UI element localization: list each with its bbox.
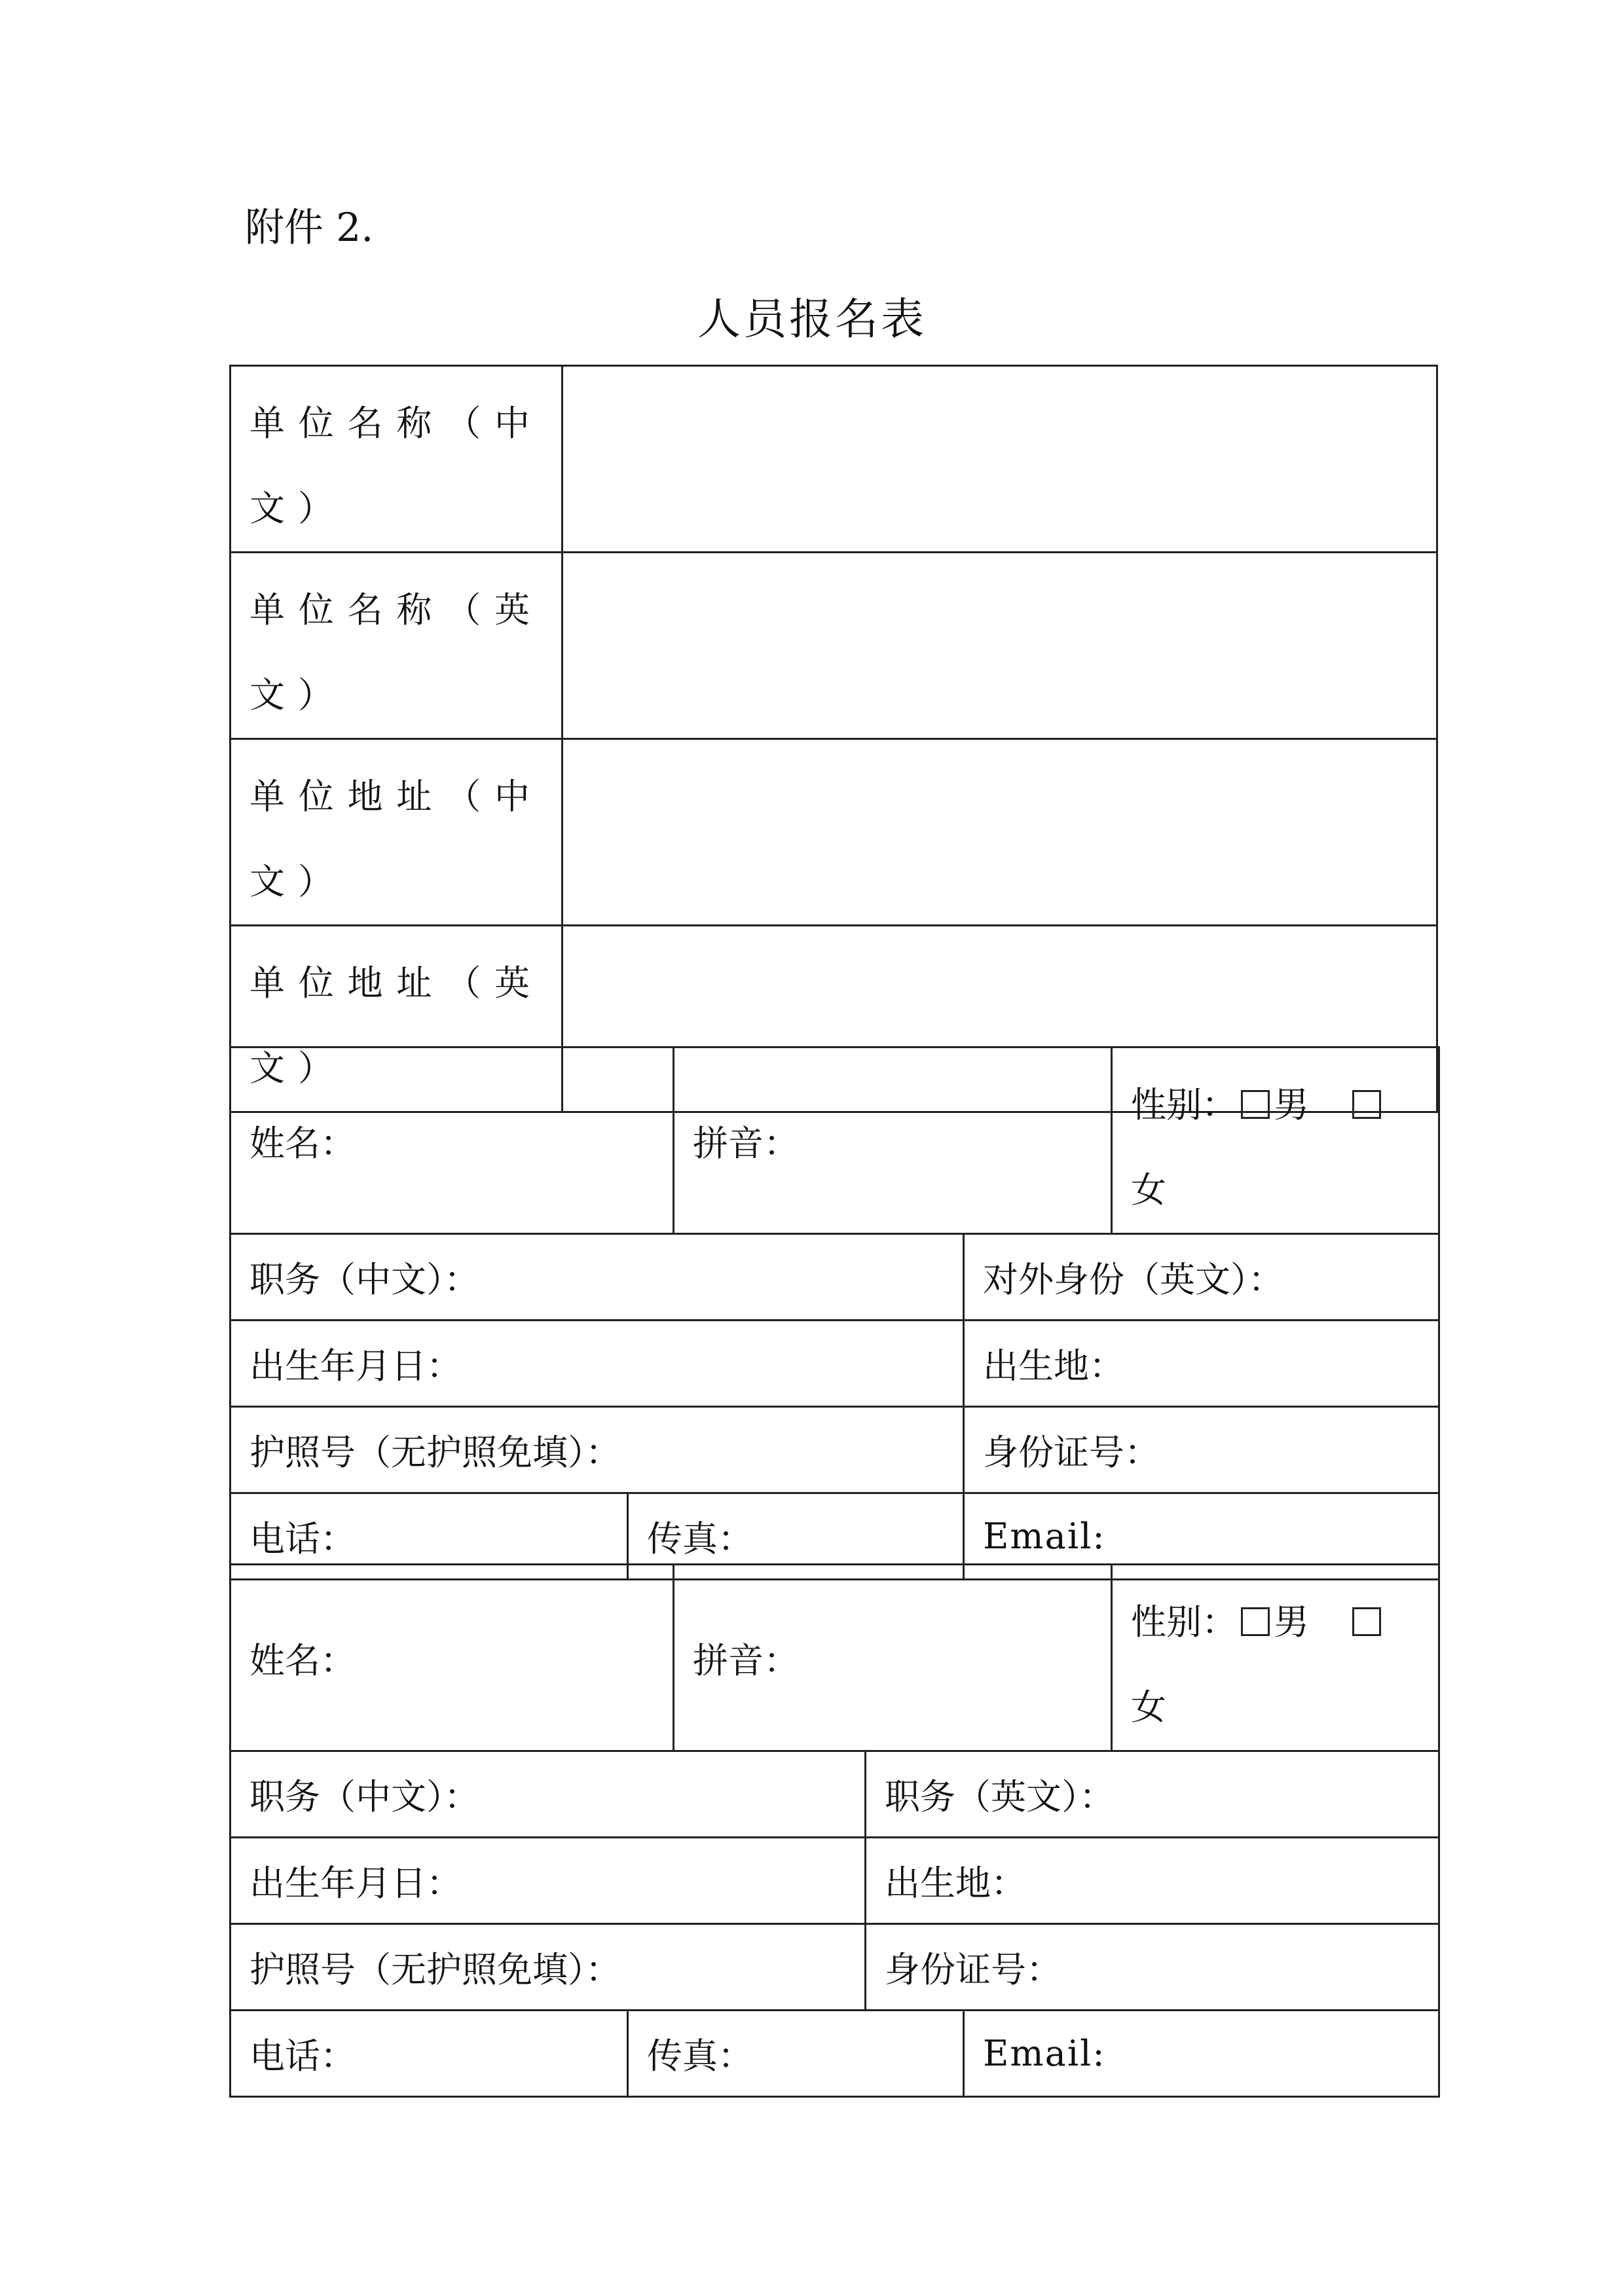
name-field[interactable] (231, 1048, 674, 1234)
pinyin-field[interactable] (674, 1048, 1112, 1234)
fax-field[interactable] (628, 2011, 964, 2097)
position-cn-label: 职务（中文）： (249, 1776, 479, 1817)
unit-row (231, 739, 1437, 926)
passport-row (231, 1924, 1439, 2011)
gender-label: 性别： (1131, 1601, 1237, 1643)
birth-row (231, 1838, 1439, 1924)
birthplace-label: 出生地： (983, 1345, 1124, 1387)
attachment-label: 附件 2. (245, 205, 374, 251)
unit-row (231, 366, 1437, 553)
pinyin-label: 拼音： (693, 1122, 799, 1164)
email-field[interactable] (964, 2011, 1439, 2097)
female-checkbox[interactable] (1352, 1607, 1381, 1636)
position-en-label: 职务（英文）： (885, 1776, 1115, 1817)
phone-label: 电话： (249, 1518, 356, 1559)
position-cn-field[interactable] (231, 1751, 866, 1838)
name-row (231, 1565, 1439, 1751)
birthdate-label: 出生年月日： (249, 1345, 462, 1387)
person-table-1 (229, 1046, 1440, 1580)
passport-row (231, 1407, 1439, 1493)
female-checkbox[interactable] (1352, 1090, 1381, 1119)
email-label: Email: (983, 2033, 1106, 2074)
phone-field[interactable] (231, 2011, 628, 2097)
form-title: 人员报名表 (697, 294, 927, 344)
name-label: 姓名： (249, 1122, 356, 1164)
position-cn-label: 职务（中文）： (249, 1259, 479, 1300)
passport-field[interactable] (231, 1407, 964, 1493)
position-cn-field[interactable] (231, 1234, 964, 1321)
name-label: 姓名： (249, 1639, 356, 1681)
unit-name-en-label: 单位名称（英文） (231, 553, 563, 739)
birthplace-field[interactable] (866, 1838, 1439, 1924)
male-label: 男 (1274, 1601, 1309, 1643)
unit-name-en-field[interactable] (563, 553, 1437, 739)
unit-row (231, 553, 1437, 739)
person-table-2 (229, 1563, 1440, 2098)
male-checkbox[interactable] (1241, 1607, 1270, 1636)
pinyin-field[interactable] (674, 1565, 1112, 1751)
contact-row (231, 2011, 1439, 2097)
birth-row (231, 1321, 1439, 1407)
unit-address-en-label: 单位地址（英文） (231, 926, 563, 1112)
passport-label: 护照号（无护照免填）： (249, 1432, 621, 1473)
gender-field (1112, 1048, 1439, 1234)
position-en-field[interactable] (964, 1234, 1439, 1321)
fax-label: 传真： (647, 2035, 753, 2077)
male-label: 男 (1274, 1084, 1309, 1125)
male-checkbox[interactable] (1241, 1090, 1270, 1119)
pinyin-label: 拼音： (693, 1639, 799, 1681)
position-en-label: 对外身份（英文）： (983, 1259, 1283, 1300)
name-field[interactable] (231, 1565, 674, 1751)
unit-address-cn-label: 单位地址（中文） (231, 739, 563, 926)
id-number-label: 身份证号： (983, 1432, 1160, 1473)
id-number-field[interactable] (866, 1924, 1439, 2011)
unit-address-cn-field[interactable] (563, 739, 1437, 926)
gender-field (1112, 1565, 1439, 1751)
id-number-field[interactable] (964, 1407, 1439, 1493)
unit-name-cn-field[interactable] (563, 366, 1437, 553)
unit-info-table (229, 365, 1438, 1113)
position-en-field[interactable] (866, 1751, 1439, 1838)
position-row (231, 1751, 1439, 1838)
id-number-label: 身份证号： (885, 1949, 1061, 1990)
birthplace-label: 出生地： (885, 1863, 1026, 1904)
birthdate-field[interactable] (231, 1838, 866, 1924)
phone-label: 电话： (249, 2035, 356, 2077)
gender-label: 性别： (1131, 1084, 1237, 1125)
birthdate-field[interactable] (231, 1321, 964, 1407)
email-label: Email: (983, 1516, 1106, 1557)
female-label: 女 (1131, 1686, 1166, 1728)
position-row (231, 1234, 1439, 1321)
female-label: 女 (1131, 1169, 1166, 1211)
passport-field[interactable] (231, 1924, 866, 2011)
unit-name-cn-label: 单位名称（中文） (231, 366, 563, 553)
birthplace-field[interactable] (964, 1321, 1439, 1407)
fax-label: 传真： (647, 1518, 753, 1559)
name-row (231, 1048, 1439, 1234)
birthdate-label: 出生年月日： (249, 1863, 462, 1904)
passport-label: 护照号（无护照免填）： (249, 1949, 621, 1990)
